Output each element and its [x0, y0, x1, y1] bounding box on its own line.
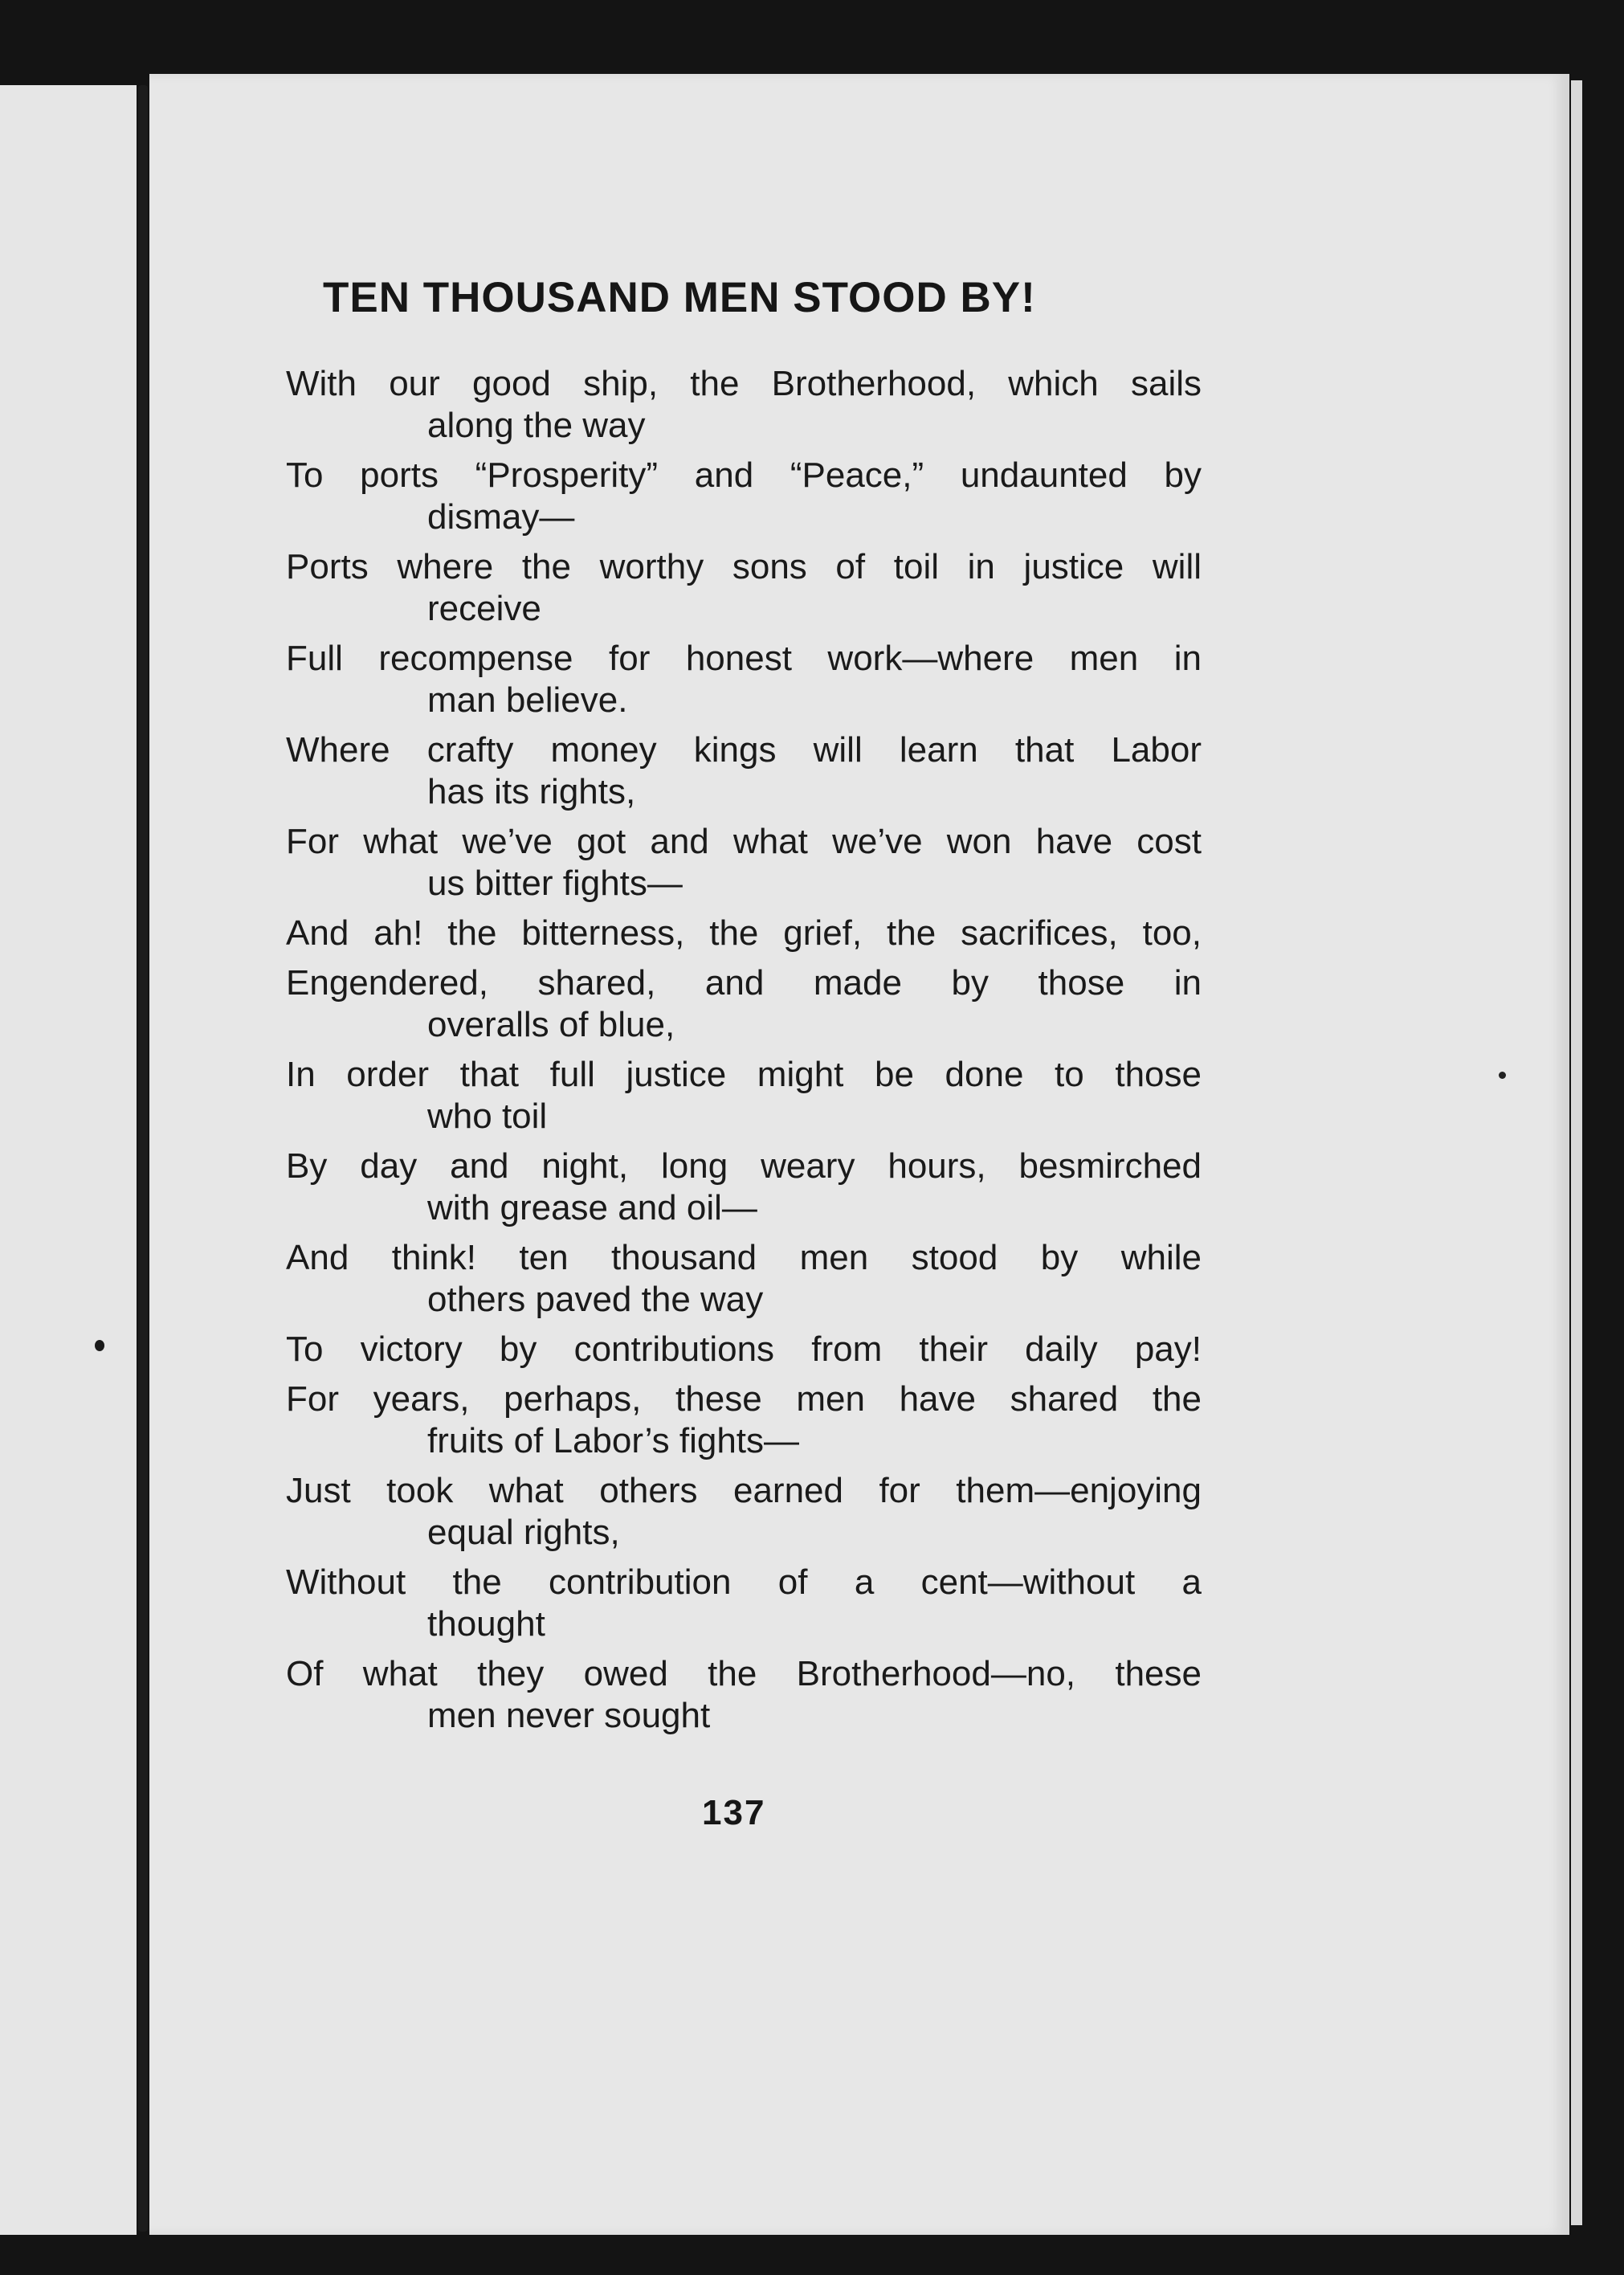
- verse-line-text: Full recompense for honest work—where men in: [286, 639, 1202, 678]
- verse-line: [286, 962, 1202, 1046]
- verse-line: [286, 1470, 1202, 1554]
- verse-line: [286, 1237, 1202, 1321]
- facing-page-edge: [0, 85, 137, 2235]
- verse-line-text: By day and night, long weary hours, besmirched: [286, 1146, 1202, 1186]
- verse-line: [286, 729, 1202, 813]
- verse-line-text: To victory by contributions from their daily pay!: [286, 1329, 1202, 1369]
- verse-line-continuation: has its rights,: [427, 772, 636, 811]
- verse-line: [286, 638, 1202, 721]
- verse-line: [286, 1562, 1202, 1645]
- verse-line: [286, 1146, 1202, 1229]
- verse-line: [286, 1054, 1202, 1138]
- page-edge: [1571, 80, 1582, 2225]
- verse-line-continuation: who toil: [427, 1097, 548, 1136]
- verse-line-text: Without the contribution of a cent—without a: [286, 1562, 1202, 1602]
- verse-line: [286, 1378, 1202, 1462]
- page-speck: [1499, 1072, 1506, 1079]
- verse-line-text: Just took what others earned for them—enjoying: [286, 1471, 1202, 1510]
- verse-line: [286, 363, 1202, 447]
- verse-line-continuation: along the way: [427, 406, 646, 445]
- poem-body: [286, 363, 1202, 1745]
- verse-line-text: To ports “Prosperity” and “Peace,” undaunted by: [286, 455, 1202, 495]
- verse-line-text: And think! ten thousand men stood by while: [286, 1238, 1202, 1277]
- verse-line: [286, 455, 1202, 538]
- verse-line-text: For what we’ve got and what we’ve won have cost: [286, 822, 1202, 861]
- verse-line-text: Engendered, shared, and made by those in: [286, 963, 1202, 1003]
- poem-title: TEN THOUSAND MEN STOOD BY!: [323, 274, 1036, 321]
- verse-line-text: Where crafty money kings will learn that Labor: [286, 730, 1202, 770]
- verse-line-text: Ports where the worthy sons of toil in justice will: [286, 547, 1202, 586]
- verse-line-continuation: receive: [427, 589, 541, 628]
- verse-line-continuation: fruits of Labor’s fights—: [427, 1421, 800, 1460]
- verse-line: [286, 1329, 1202, 1370]
- verse-line-text: And ah! the bitterness, the grief, the sacrifices, too,: [286, 913, 1202, 953]
- verse-line-text: For years, perhaps, these men have shared the: [286, 1379, 1202, 1419]
- verse-line-continuation: us bitter fights—: [427, 864, 683, 903]
- page-number: 137: [702, 1793, 766, 1832]
- verse-line-text: With our good ship, the Brotherhood, which sails: [286, 364, 1202, 403]
- verse-line-text: In order that full justice might be done to those: [286, 1055, 1202, 1094]
- verse-line-continuation: others paved the way: [427, 1280, 764, 1319]
- verse-line: [286, 821, 1202, 905]
- verse-line-continuation: thought: [427, 1604, 545, 1644]
- verse-line-continuation: dismay—: [427, 497, 575, 537]
- verse-line-continuation: man believe.: [427, 680, 628, 720]
- verse-line: [286, 1653, 1202, 1737]
- verse-line: [286, 913, 1202, 954]
- verse-line-continuation: with grease and oil—: [427, 1188, 757, 1227]
- verse-line-continuation: men never sought: [427, 1696, 711, 1735]
- verse-line-continuation: equal rights,: [427, 1513, 620, 1552]
- verse-line-continuation: overalls of blue,: [427, 1005, 675, 1044]
- verse-line-text: Of what they owed the Brotherhood—no, these: [286, 1654, 1202, 1693]
- verse-line: [286, 546, 1202, 630]
- book-gutter: [138, 85, 148, 2232]
- binding-mark: [95, 1340, 104, 1351]
